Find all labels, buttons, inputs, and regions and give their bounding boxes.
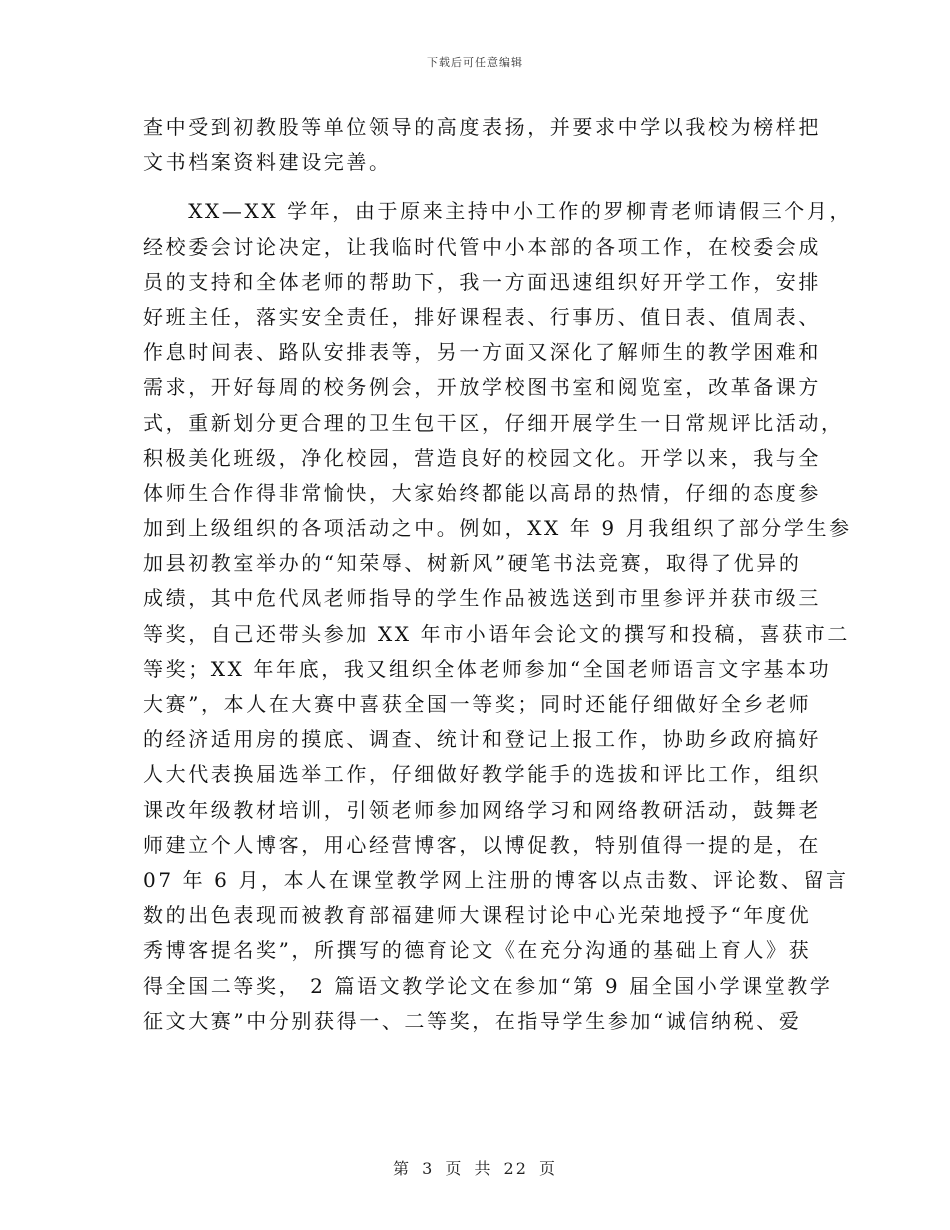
paragraph-gap xyxy=(143,180,808,194)
text-line: 的经济适用房的摸底、调查、统计和登记上报工作，协助乡政府搞好 xyxy=(143,727,821,752)
text-line: 人大代表换届选举工作，仔细做好教学能手的选拔和评比工作，组织 xyxy=(143,762,821,787)
text-line: 数的出色表现而被教育部福建师大课程讨论中心光荣地授予“年度优 xyxy=(143,903,812,928)
text-line: 等奖；XX 年年底，我又组织全体老师参加“全国老师语言文字基本功 xyxy=(143,656,832,681)
paragraph-2 xyxy=(143,194,853,1039)
text-line: 查中受到初教股等单位领导的高度表扬，并要求中学以我校为榜样把 xyxy=(143,115,821,139)
text-line: 加到上级组织的各项活动之中。例如，XX 年 9 月我组织了部分学生参 xyxy=(143,516,852,541)
text-line: 作息时间表、路队安排表等，另一方面又深化了解师生的教学困难和 xyxy=(143,340,821,365)
text-line: 大赛”，本人在大赛中喜获全国一等奖；同时还能仔细做好全乡老师 xyxy=(143,692,812,716)
text-line: 文书档案资料建设完善。 xyxy=(143,150,392,175)
paragraph-1 xyxy=(143,110,821,180)
text-line: 征文大赛”中分别获得一、二等奖，在指导学生参加“诚信纳税、爱 xyxy=(143,1008,802,1033)
page-header-note: 下载后可任意编辑 xyxy=(427,56,523,69)
text-line: 课改年级教材培训，引领老师参加网络学习和网络教研活动，鼓舞老 xyxy=(143,797,821,822)
text-line: 得全国二等奖， 2 篇语文教学论文在参加“第 9 届全国小学课堂教学 xyxy=(143,973,833,998)
document-body xyxy=(143,110,853,1039)
text-line: 需求，开好每周的校务例会，开放学校图书室和阅览室，改革备课方 xyxy=(143,375,821,400)
text-line: XX—XX 学年，由于原来主持中小工作的罗柳青老师请假三个月， xyxy=(143,199,853,224)
page-number-footer: 第 3 页 共 22 页 xyxy=(393,1159,557,1178)
text-line: 员的支持和全体老师的帮助下，我一方面迅速组织好开学工作，安排 xyxy=(143,269,821,294)
text-line: 成绩，其中危代凤老师指导的学生作品被选送到市里参评并获市级三 xyxy=(143,586,821,611)
text-line: 体师生合作得非常愉快，大家始终都能以高昂的热情，仔细的态度参 xyxy=(143,480,821,505)
text-line: 式，重新划分更合理的卫生包干区，仔细开展学生一日常规评比活动， xyxy=(143,410,844,435)
text-line: 经校委会讨论决定，让我临时代管中小本部的各项工作，在校委会成 xyxy=(143,234,821,259)
text-line: 07 年 6 月，本人在课堂教学网上注册的博客以点击数、评论数、留言 xyxy=(143,867,849,892)
text-line: 积极美化班级，净化校园，营造良好的校园文化。开学以来，我与全 xyxy=(143,445,821,470)
text-line: 加县初教室举办的“知荣辱、树新风”硬笔书法竞赛，取得了优异的 xyxy=(143,551,802,576)
text-line: 等奖，自己还带头参加 XX 年市小语年会论文的撰写和投稿，喜获市二 xyxy=(143,621,850,646)
text-line: 秀博客提名奖”，所撰写的德育论文《在充分沟通的基础上育人》获 xyxy=(143,938,812,963)
text-line: 好班主任，落实安全责任，排好课程表、行事历、值日表、值周表、 xyxy=(143,304,821,329)
text-line: 师建立个人博客，用心经营博客，以博促教，特别值得一提的是，在 xyxy=(143,832,821,857)
